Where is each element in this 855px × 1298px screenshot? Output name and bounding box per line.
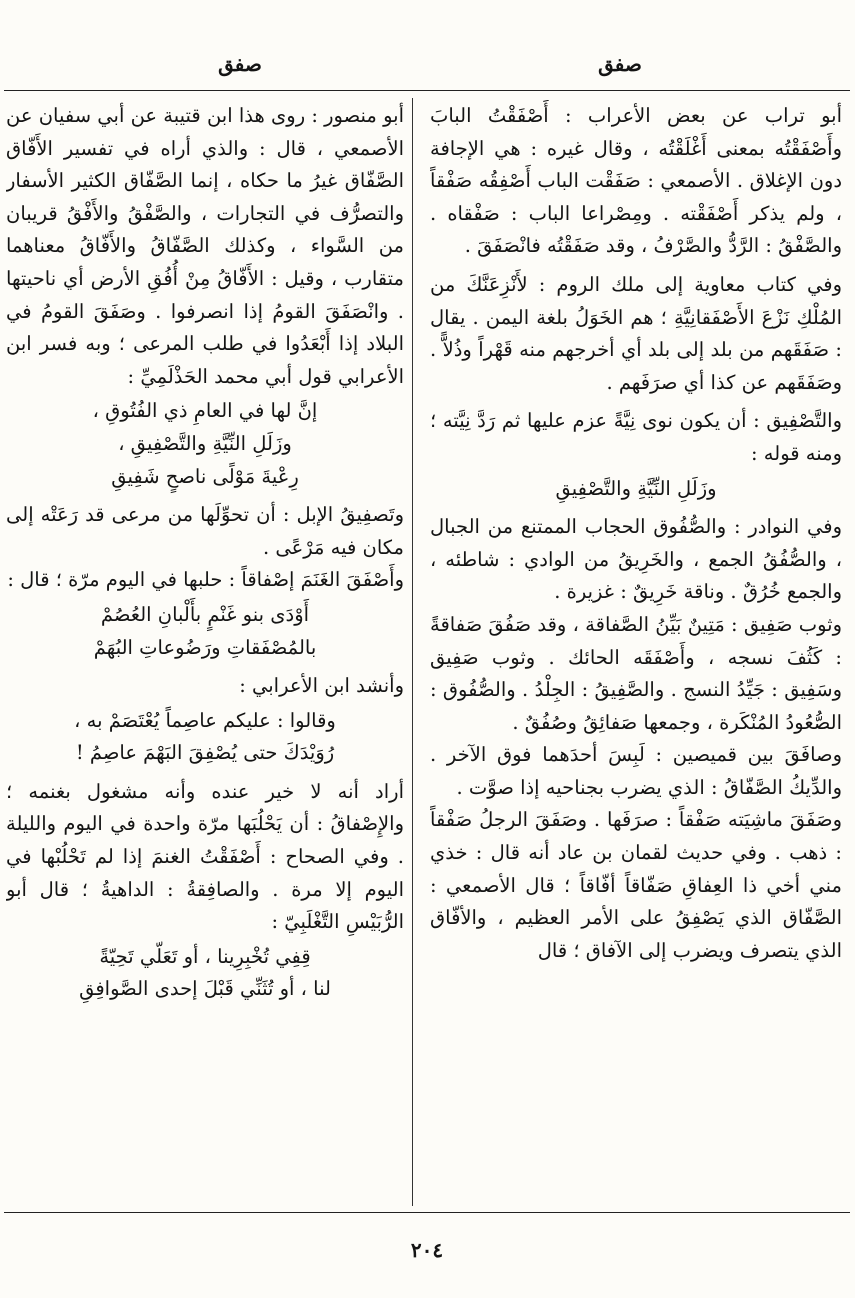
- right-column-headword: صفق: [598, 52, 642, 76]
- top-rule: [4, 90, 850, 91]
- entry-paragraph: وفي كتاب معاوية إلى ملك الروم : لأَنْزِعَنَّكَ من المُلْكِ نَزْعَ الأَصْفَقانِيَّةِ ؛ هم الخَوَلُ بلغة اليمن . يقال : صَفَقَهم من بلد إلى بلد أي أخرجهم منه قَهْراً وذُلاًّ . وصَفَقَهم عن كذا أي صرَفَهم .: [430, 272, 842, 394]
- verse-line: بالمُصْفَقاتِ ورَضُوعاتِ البُهَمْ: [93, 635, 317, 659]
- verse-line: أَوْدَى بنو غَنْمٍ بأَلْبانِ العُصُمْ: [100, 602, 310, 626]
- left-column: [6, 100, 404, 1205]
- verse-line: لنا ، أو تُثَنِّي قَبْلَ إحدى الصَّوافِقِ: [79, 977, 331, 1001]
- verse: [6, 395, 404, 493]
- entry-paragraph: والتَّصْفِيق : أن يكون نوى نِيَّةً عزم عليها ثم رَدَّ نِيَّته ؛ ومنه قوله :: [430, 409, 842, 465]
- left-column-headword: صفق: [218, 52, 262, 76]
- verse: [6, 941, 404, 1006]
- verse-line: قِفِي تُخْبِرِينا ، أو تَعَلّي تَحِيّةً: [99, 944, 311, 968]
- verse-line: رُوَيْدَكَ حتى يُصْفِقَ البَهْمَ عاصِمُ !: [75, 741, 335, 765]
- entry-paragraph: وصافَقَ بين قميصين : لَبِسَ أحدَهما فوق الآخر . والدِّيكُ الصَّفّاقُ : الذي يضرب بجناحيه إذا صوَّت .: [430, 743, 842, 799]
- verse: [430, 473, 842, 506]
- verse: [6, 599, 404, 664]
- entry-paragraph: وأَصْفَقَ الغَنَمَ إصْفاقاً : حلبها في اليوم مرّة ؛ قال :: [7, 568, 404, 592]
- column-divider: [412, 98, 413, 1206]
- verse-line: وزَلَلِ النِّيَّةِ والتَّصْفِيقِ ،: [118, 431, 292, 455]
- verse: [6, 705, 404, 770]
- entry-paragraph: أبو منصور : روى هذا ابن قتيبة عن أبي سفيان عن الأصمعي ، قال : والذي أراه في تفسير الأَفّاق الصَّفّاق غيرُ ما حكاه ، إنما الصَّفّاق الكثير الأسفار والتصرُّف في التجارات ، والصَّفْقُ والأَفْقُ قريبان من السَّواء ، وكذلك الصَّفّاقُ والأَفّاقُ معناهما متقارب ، وقيل : الأَفّاقُ مِنْ أُفُقِ الأرض أي ناحيتها . وانْصَفَقَ القومُ إذا انصرفوا . وصَفَقَ القومُ في البلاد إذا أَبْعَدُوا في طلب المرعى ؛ وبه فسر ابن الأعرابي قول أبي محمد الحَذْلَمِيِّ :: [6, 104, 404, 388]
- right-column: [430, 100, 842, 1205]
- verse-line: وزَلَلِ النِّيَّةِ والتَّصْفِيقِ: [555, 476, 717, 500]
- entry-paragraph: وفي النوادر : والصُّفُوق الحجاب الممتنع من الجبال ، والصُّفُقُ الجمع ، والخَرِيقُ من الوادي : شاطئه ، والجمع خُرُقٌ . وناقة خَرِيقٌ : غزيرة .: [430, 515, 842, 604]
- entry-paragraph: وثوب صَفِيق : مَتِينٌ بَيِّنُ الصَّفاقة ، وقد صَفُقَ صَفاقةً : كَثُفَ نسجه ، وأَصْفَقَه الحائك . وثوب صَفِيق وسَفِيق : جَيِّدُ النسج . والصَّفِيقُ : الجِلْدُ . والصُّفُوق : الصُّعُودُ المُنْكَرة ، وجمعها صَفائِقُ وصُفُقٌ .: [430, 612, 842, 734]
- entry-paragraph: أراد أنه لا خير عنده وأنه مشغول بغنمه ؛ والإِصْفاقُ : أن يَحْلُبَها مرّة واحدة في اليوم والليلة . وفي الصحاح : أَصْفَقْتُ الغنمَ إذا لم تَحْلُبْها في اليوم إلا مرة . والصافِقةُ : الداهيةُ ؛ قال أبو الرُّبَيْسِ التَّغْلَبِيّ :: [6, 779, 404, 934]
- entry-paragraph: وتَصفِيقُ الإبل : أن تحوِّلَها من مرعى قد رَعَتْه إلى مكان فيه مَرْعًى .: [6, 503, 404, 559]
- verse-line: رِعْيةَ مَوْلًى ناصحٍ شَفِيقِ: [111, 464, 299, 488]
- page-number: ٢٠٤: [410, 1238, 444, 1262]
- verse-line: وقالوا : عليكم عاصِماً يُعْتَصَمْ به ،: [74, 708, 336, 732]
- bottom-rule: [4, 1212, 850, 1213]
- verse-line: إنَّ لها في العامِ ذي الفُتُوقِ ،: [92, 399, 318, 423]
- entry-paragraph: وصَفَقَ ماشِيَته صَفْقاً : صرَفَها . وصَفَقَ الرجلُ صَفْقاً : ذهب . وفي حديث لقمان بن عاد أنه قال : خذي مني أخي ذا العِفاقِ صَفّاقاً أفّاقاً ؛ قال الأصمعي : الصَّفّاق الذي يَصْفِقُ على الأمر العظيم ، والأفّاق الذي يتصرف ويضرب إلى الآفاق ؛ قال: [430, 808, 842, 962]
- entry-paragraph: وأنشد ابن الأعرابي :: [239, 674, 404, 698]
- entry-paragraph: أبو تراب عن بعض الأعراب : أَصْفَقْتُ البابَ وأَصْفَقْتُه بمعنى أَغْلَقْتُه ، وقال غيره : هي الإجافة دون الإغلاق . الأصمعي : صَفَقْت الباب أَصْفِقُه صَفْقاً ، ولم يذكر أَصْفَقْته . ومِصْراعا الباب : صَفْقاه . والصَّفْقُ : الرَّدُّ والصَّرْفُ ، وقد صَفَقْتُه فانْصَفَقَ .: [430, 104, 842, 258]
